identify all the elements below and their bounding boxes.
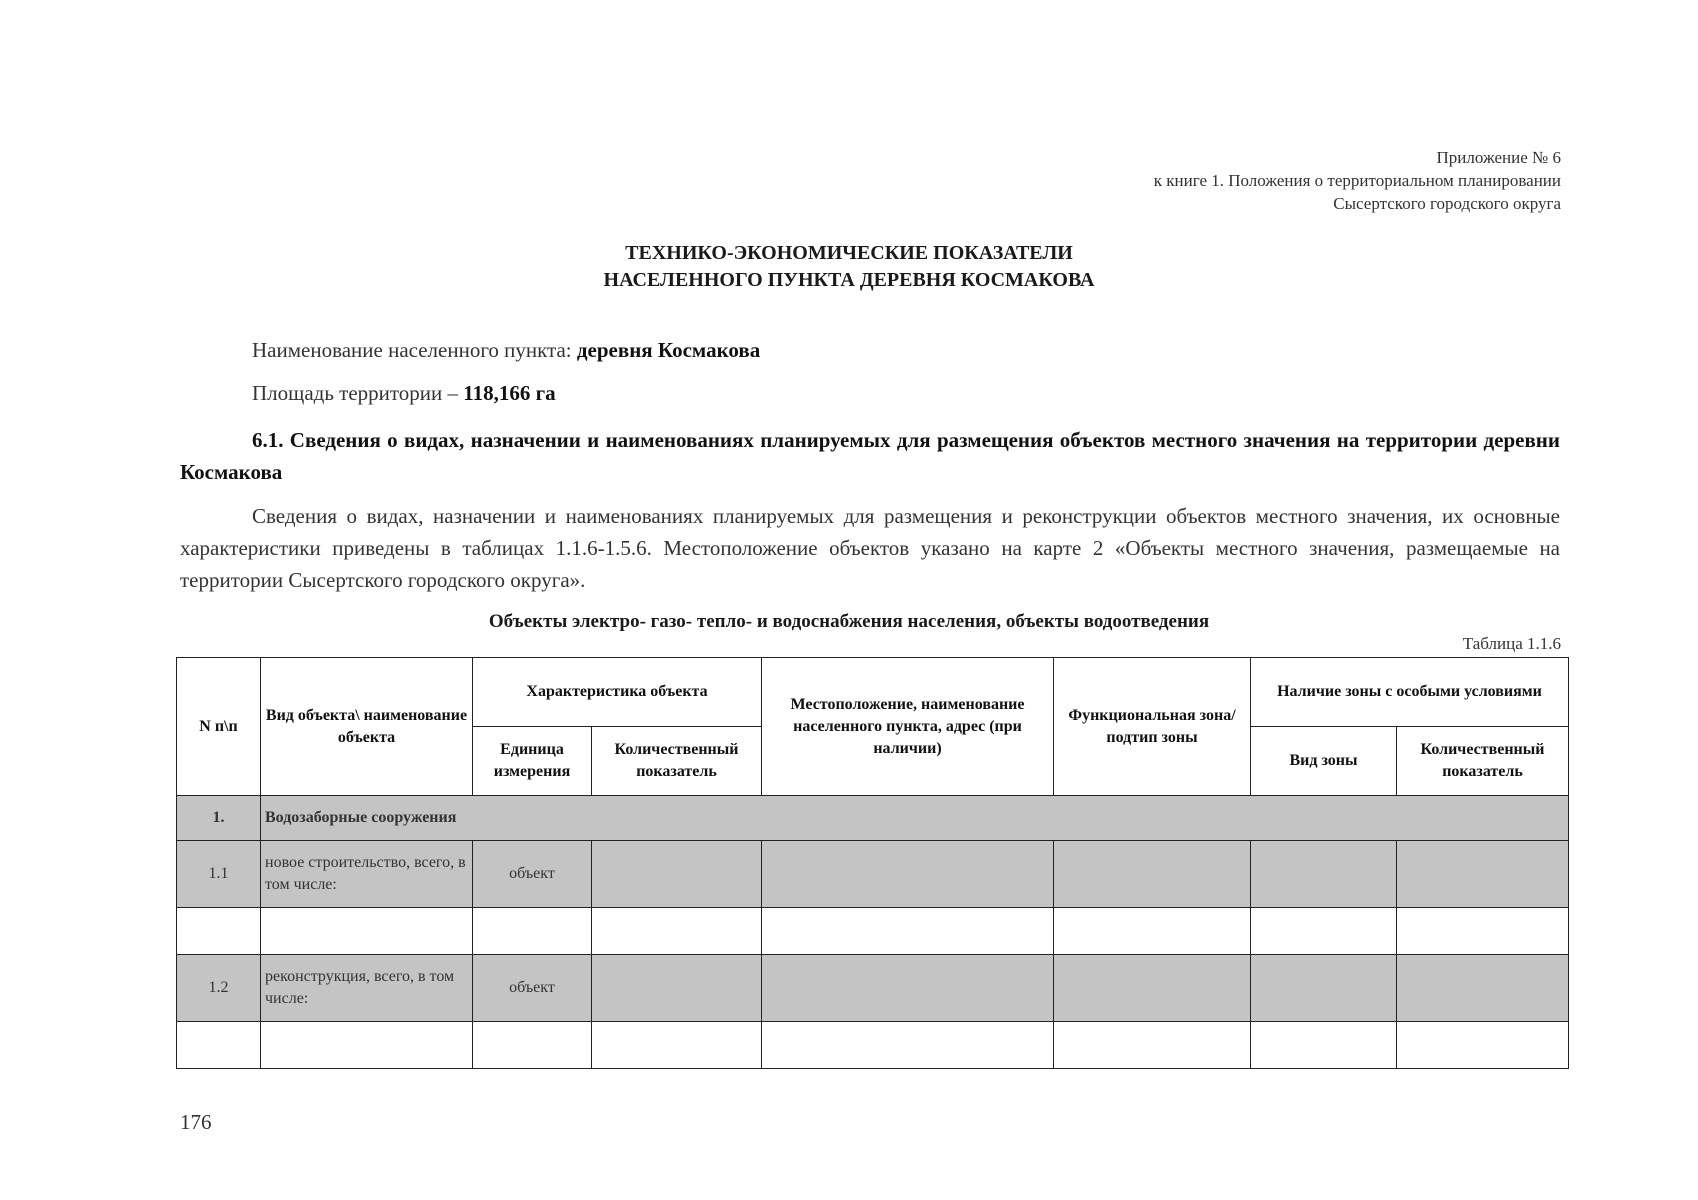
header-location: Местоположение, наименование населенного пункта, адрес (при наличии) xyxy=(762,658,1054,796)
row-num: 1.2 xyxy=(177,955,261,1022)
page-number: 176 xyxy=(180,1110,212,1134)
row-unit: объект xyxy=(473,841,592,908)
area-value: 118,166 га xyxy=(463,381,556,405)
empty-cell xyxy=(1054,1022,1251,1069)
header-zone-quantity: Количественный показатель xyxy=(1397,727,1569,796)
row-location xyxy=(762,841,1054,908)
table-row-empty xyxy=(177,1022,1569,1069)
empty-cell xyxy=(177,908,261,955)
document-title xyxy=(0,240,1698,294)
settlement-label: Наименование населенного пункта: xyxy=(252,338,577,362)
row-zone-quantity xyxy=(1397,955,1569,1022)
row-zone xyxy=(1054,841,1251,908)
row-zone-type xyxy=(1251,841,1397,908)
empty-cell xyxy=(1397,1022,1569,1069)
empty-cell xyxy=(762,1022,1054,1069)
territory-area xyxy=(252,381,1632,406)
header-quantity: Количественный показатель xyxy=(592,727,762,796)
header-zone-type: Вид зоны xyxy=(1251,727,1397,796)
empty-cell xyxy=(473,908,592,955)
empty-cell xyxy=(1054,908,1251,955)
table-number: Таблица 1.1.6 xyxy=(1462,634,1561,653)
empty-cell xyxy=(592,908,762,955)
section-name: Водозаборные сооружения xyxy=(261,796,1569,841)
title-line-2: НАСЕЛЕННОГО ПУНКТА ДЕРЕВНЯ КОСМАКОВА xyxy=(603,269,1095,291)
empty-cell xyxy=(1251,908,1397,955)
row-object-type: новое строительство, всего, в том числе: xyxy=(261,841,473,908)
row-object-type: реконструкция, всего, в том числе: xyxy=(261,955,473,1022)
section-heading: 6.1. Сведения о видах, назначении и наименованиях планируемых для размещения объектов местного значения на территории деревни Космакова xyxy=(180,428,1560,484)
row-quantity xyxy=(592,841,762,908)
row-unit: объект xyxy=(473,955,592,1022)
row-zone-type xyxy=(1251,955,1397,1022)
header-functional-zone: Функциональная зона/ подтип зоны xyxy=(1054,658,1251,796)
row-location xyxy=(762,955,1054,1022)
appendix-line-3: Сысертского городского округа xyxy=(1333,194,1561,213)
appendix-line-1: Приложение № 6 xyxy=(1436,148,1561,167)
empty-cell xyxy=(1251,1022,1397,1069)
empty-cell xyxy=(1397,908,1569,955)
appendix-line-2: к книге 1. Положения о территориальном планировании xyxy=(1153,171,1561,190)
empty-cell xyxy=(261,1022,473,1069)
table-row xyxy=(177,841,1569,908)
row-zone-quantity xyxy=(1397,841,1569,908)
appendix-note xyxy=(861,146,1561,215)
table-caption: Объекты электро- газо- тепло- и водоснабжения населения, объекты водоотведения xyxy=(488,611,1210,632)
header-characteristic: Характеристика объекта xyxy=(473,658,762,727)
row-num: 1.1 xyxy=(177,841,261,908)
section-num: 1. xyxy=(177,796,261,841)
header-special-zone: Наличие зоны с особыми условиями xyxy=(1251,658,1569,727)
empty-cell xyxy=(762,908,1054,955)
empty-cell xyxy=(473,1022,592,1069)
settlement-name xyxy=(252,338,1632,363)
intro-paragraph: Сведения о видах, назначении и наименованиях планируемых для размещения и реконструкции объектов местного значения, их основные характеристики приведены в таблицах 1.1.6-1.5.6. Местоположение объектов указано на карте 2 «Объекты местного значения, размещаемые на территории Сысертского городского округа». xyxy=(180,504,1560,592)
header-num: N п\п xyxy=(177,658,261,796)
row-zone xyxy=(1054,955,1251,1022)
empty-cell xyxy=(592,1022,762,1069)
table-row xyxy=(177,955,1569,1022)
empty-cell xyxy=(261,908,473,955)
header-object-type: Вид объекта\ наименование объекта xyxy=(261,658,473,796)
row-quantity xyxy=(592,955,762,1022)
settlement-value: деревня Космакова xyxy=(576,338,761,362)
empty-cell xyxy=(177,1022,261,1069)
area-label: Площадь территории – xyxy=(252,381,464,405)
title-line-1: ТЕХНИКО-ЭКОНОМИЧЕСКИЕ ПОКАЗАТЕЛИ xyxy=(625,242,1073,264)
table-row-empty xyxy=(177,908,1569,955)
objects-table xyxy=(176,657,1569,1069)
header-unit: Единица измерения xyxy=(473,727,592,796)
table-section-row xyxy=(177,796,1569,841)
